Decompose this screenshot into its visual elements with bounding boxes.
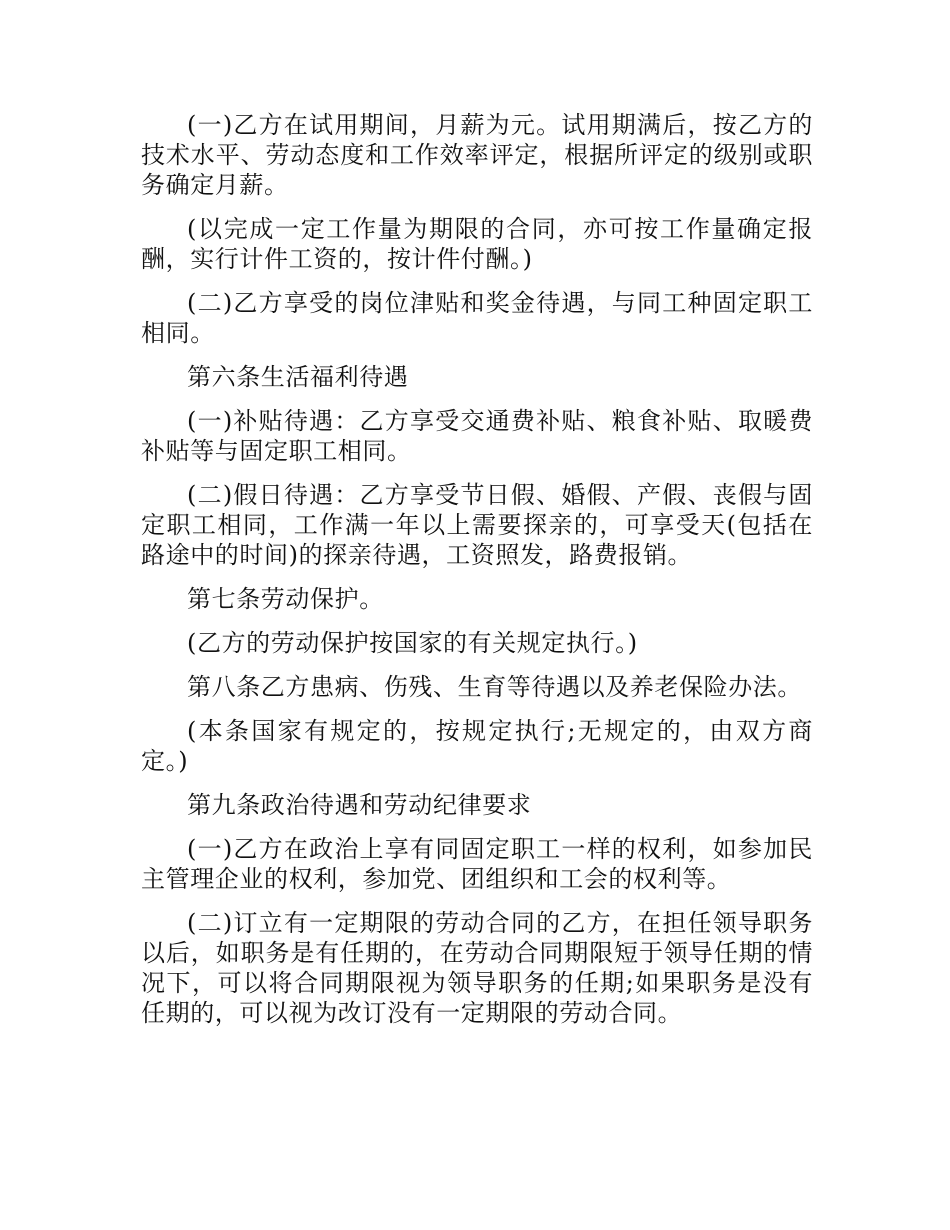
document-body	[141, 110, 813, 1042]
paragraph-subsidies: (一)补贴待遇：乙方享受交通费补贴、粮食补贴、取暖费补贴等与固定职工相同。	[141, 407, 813, 465]
article-9-heading: 第九条政治待遇和劳动纪律要求	[187, 791, 532, 819]
paragraph-holidays: (二)假日待遇：乙方享受节日假、婚假、产假、丧假与固定职工相同，工作满一年以上需要探亲的，可享受天(包括在路途中的时间)的探亲待遇，工资照发，路费报销。	[141, 481, 813, 569]
paragraph-allowance-bonus: (二)乙方享受的岗位津贴和奖金待遇，与同工种固定职工相同。	[141, 289, 813, 347]
paragraph-political-rights: (一)乙方在政治上享有同固定职工一样的权利，如参加民主管理企业的权利，参加党、团组织和工会的权利等。	[141, 835, 813, 893]
paragraph-piecework-note: (以完成一定工作量为期限的合同，亦可按工作量确定报酬，实行计件工资的，按计件付酬。)	[141, 215, 813, 273]
article-7-heading: 第七条劳动保护。	[187, 585, 384, 613]
article-6-heading: 第六条生活福利待遇	[187, 363, 409, 391]
paragraph-leadership-term: (二)订立有一定期限的劳动合同的乙方，在担任领导职务以后，如职务是有任期的，在劳动合同期限短于领导任期的情况下，可以将合同期限视为领导职务的任期;如果职务是没有任期的，可以视为改订没有一定期限的劳动合同。	[141, 909, 813, 1027]
article-8-heading: 第八条乙方患病、伤残、生育等待遇以及养老保险办法。	[187, 673, 802, 701]
paragraph-article-8-note: (本条国家有规定的，按规定执行;无规定的，由双方商定。)	[141, 717, 813, 775]
paragraph-labor-protection-note: (乙方的劳动保护按国家的有关规定执行。)	[187, 629, 638, 657]
paragraph-salary-probation: (一)乙方在试用期间，月薪为元。试用期满后，按乙方的技术水平、劳动态度和工作效率评定，根据所评定的级别或职务确定月薪。	[141, 111, 813, 199]
